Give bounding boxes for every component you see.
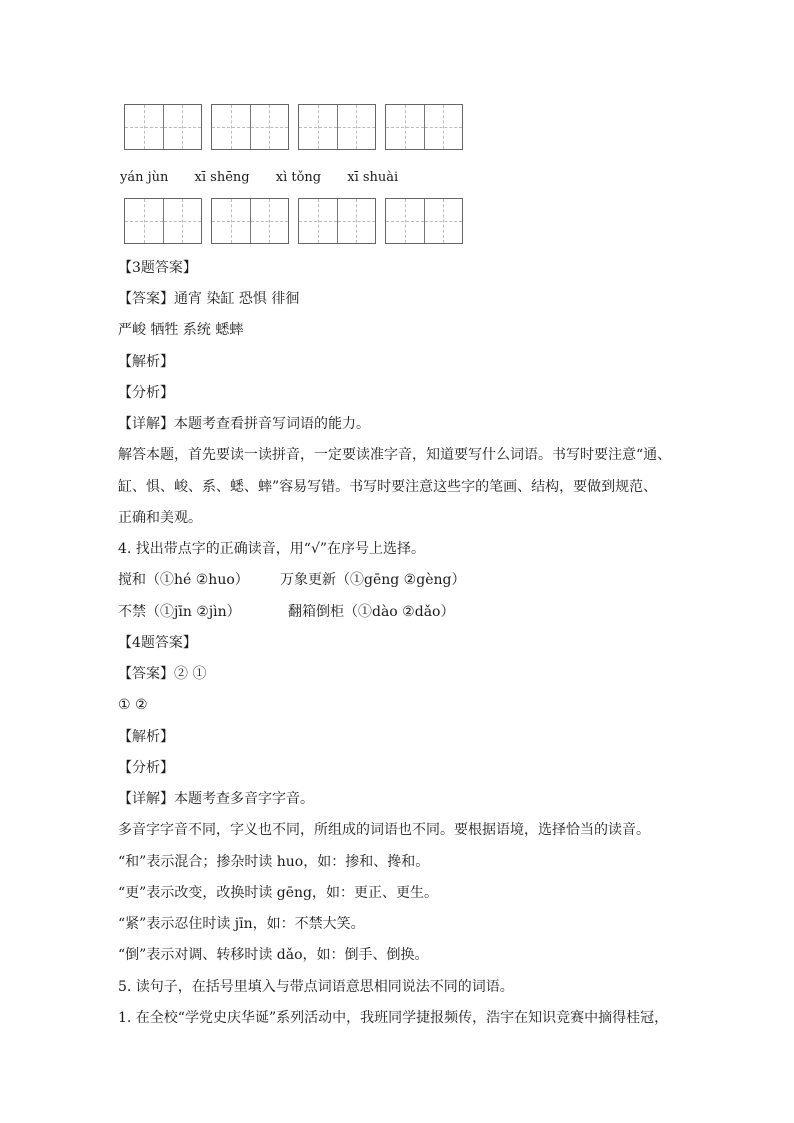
q3-answer-line2: 严峻 牺牲 系统 蟋蟀 xyxy=(118,322,244,338)
q4-paragraph: “紧”表示忍住时读 jīn，如：不禁大笑。 xyxy=(118,916,365,932)
q3-paragraph: 正确和美观。 xyxy=(118,510,202,526)
q4-answer-line1: 【答案】② ① xyxy=(118,666,207,682)
pinyin-row xyxy=(120,170,420,185)
q3-answer-header: 【3题答案】 xyxy=(118,260,197,276)
char-box-group[interactable] xyxy=(211,104,289,150)
q3-fenxi-label: 【分析】 xyxy=(118,385,174,401)
q4-answer-header: 【4题答案】 xyxy=(118,635,197,651)
q4-analysis-label: 【解析】 xyxy=(118,729,174,745)
char-box-group[interactable] xyxy=(298,104,376,150)
pinyin-item: xī shēng xyxy=(194,170,250,185)
pinyin-item: yán jùn xyxy=(120,170,169,185)
q4-detail: 【详解】本题考查多音字字音。 xyxy=(118,791,314,807)
q3-analysis-label: 【解析】 xyxy=(118,354,174,370)
q4-paragraph: “更”表示改变，改换时读 gēng，如：更正、更生。 xyxy=(118,885,438,901)
q4-paragraph: “和”表示混合；掺杂时读 huo，如：掺和、搀和。 xyxy=(118,854,430,870)
pinyin-item: xī shuài xyxy=(347,170,399,185)
char-box-group[interactable] xyxy=(211,198,289,244)
q3-paragraph: 解答本题，首先要读一读拼音，一定要读准字音，知道要写什么词语。书写时要注意“通、 xyxy=(118,447,672,463)
pinyin-item: xì tǒng xyxy=(275,170,322,185)
q5-question: 5. 读句子，在括号里填入与带点词语意思相同说法不同的词语。 xyxy=(118,979,514,995)
q3-answer-line1: 【答案】通宵 染缸 恐惧 徘徊 xyxy=(118,291,300,307)
q4-question: 4. 找出带点字的正确读音，用“√”在序号上选择。 xyxy=(118,541,426,557)
char-box-group[interactable] xyxy=(124,198,202,244)
q4-fenxi-label: 【分析】 xyxy=(118,760,174,776)
q4-option-item[interactable]: 搅和（①hé ②huo） xyxy=(118,572,249,588)
q3-detail: 【详解】本题考查看拼音写词语的能力。 xyxy=(118,416,370,432)
writing-grid-row-2 xyxy=(124,198,472,244)
q4-paragraph: 多音字字音不同，字义也不同，所组成的词语也不同。要根据语境，选择恰当的读音。 xyxy=(118,822,650,838)
q4-option-item[interactable]: 翻箱倒柜（①dào ②dǎo） xyxy=(288,604,455,620)
char-box-group[interactable] xyxy=(385,198,463,244)
q4-option-item[interactable]: 不禁（①jīn ②jìn） xyxy=(118,604,241,620)
q5-sentence: 1. 在全校“学党史庆华诞”系列活动中，我班同学捷报频传，浩宇在知识竞赛中摘得桂冠， xyxy=(118,1010,669,1026)
q4-paragraph: “倒”表示对调、转移时读 dǎo，如：倒手、倒换。 xyxy=(118,947,429,963)
q3-paragraph: 缸、惧、峻、系、蟋、蟀”容易写错。书写时要注意这些字的笔画、结构，要做到规范、 xyxy=(118,479,658,495)
writing-grid-row-1 xyxy=(124,104,472,150)
q4-option-item[interactable]: 万象更新（①gēng ②gèng） xyxy=(280,572,466,588)
q4-answer-line2: ① ② xyxy=(118,697,148,713)
char-box-group[interactable] xyxy=(124,104,202,150)
char-box-group[interactable] xyxy=(298,198,376,244)
char-box-group[interactable] xyxy=(385,104,463,150)
